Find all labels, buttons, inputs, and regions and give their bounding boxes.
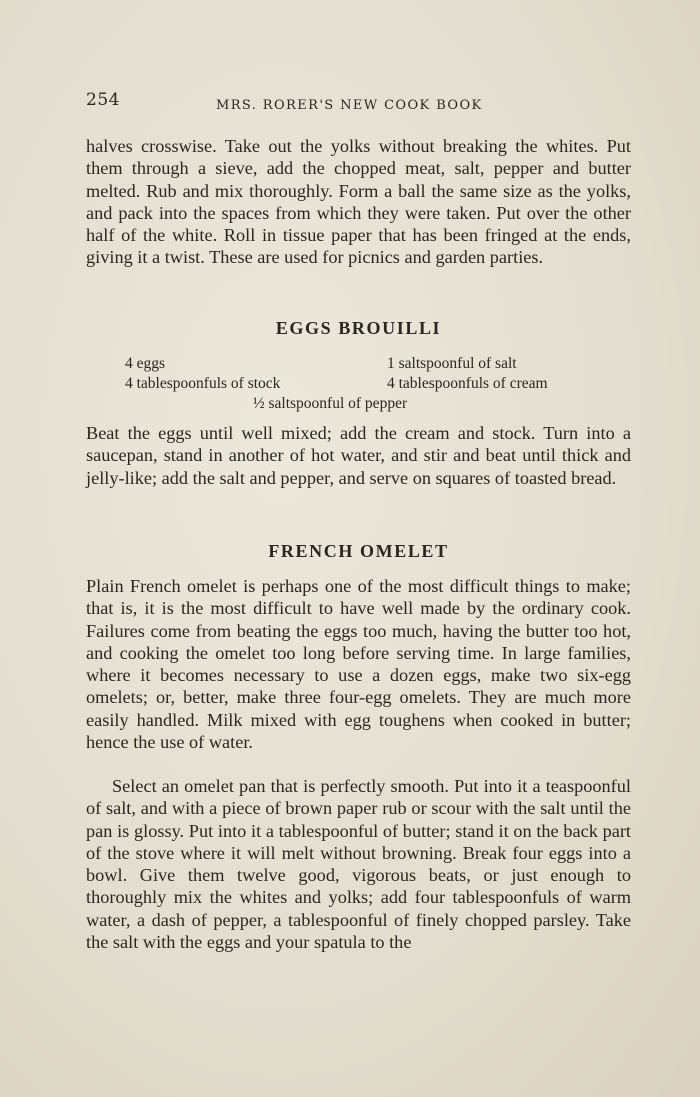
intro-paragraph: halves crosswise. Take out the yolks without breaking the whites. Put them through a sieve, add the chopped meat, salt, pepper and butter melted. Rub and mix thoroughly. Form a ball the same size as the yolks, and pack into the spaces from which they were taken. Put over the other half of the white. Roll in tissue paper that has been fringed at the ends, giving it a twist. These are used for picnics and garden parties. xyxy=(86,136,631,268)
french-omelet-paragraph-2: Select an omelet pan that is perfectly smooth. Put into it a teaspoonful of salt, and with a piece of brown paper rub or scour with the salt until the pan is glossy. Put into it a tablespoonful of butter; stand it on the back part of the stove where it will melt without browning. Break four eggs into a bowl. Give them twelve good, vigorous beats, or just enough to thoroughly mix the whites and yolks; add four tablespoonfuls of warm water, a dash of pepper, a tablespoonful of finely chopped parsley. Take the salt with the eggs and your spatula to the xyxy=(86,776,631,953)
running-head: MRS. RORER'S NEW COOK BOOK xyxy=(216,98,483,113)
eggs-brouilli-title: EGGS BROUILLI xyxy=(275,318,442,338)
ingredient-eggs: 4 eggs xyxy=(125,355,166,372)
eggs-brouilli-directions: Beat the eggs until well mixed; add the cream and stock. Turn into a saucepan, stand in another of hot water, and stir and beat until thick and jelly-like; add the salt and pepper, and serve on squares of toasted bread. xyxy=(86,423,631,488)
page-header xyxy=(86,90,631,114)
page-number: 254 xyxy=(86,90,120,110)
ingredient-pepper: ½ saltspoonful of pepper xyxy=(253,395,408,412)
french-omelet-paragraph-1: Plain French omelet is perhaps one of the most difficult things to make; that is, it is the most difficult to have well made by the ordinary cook. Failures come from beating the eggs too much, having the butter too hot, and cooking the omelet too long before serving time. In large families, where it becomes necessary to use a dozen eggs, make two six-egg omelets; or, better, make three four-egg omelets. They are much more easily handled. Milk mixed with egg toughens when cooked in butter; hence the use of water. xyxy=(86,576,631,753)
ingredient-stock: 4 tablespoonfuls of stock xyxy=(125,375,281,392)
ingredient-salt: 1 saltspoonful of salt xyxy=(387,355,517,372)
french-omelet-title: FRENCH OMELET xyxy=(268,541,449,561)
ingredient-cream: 4 tablespoonfuls of cream xyxy=(387,375,548,392)
